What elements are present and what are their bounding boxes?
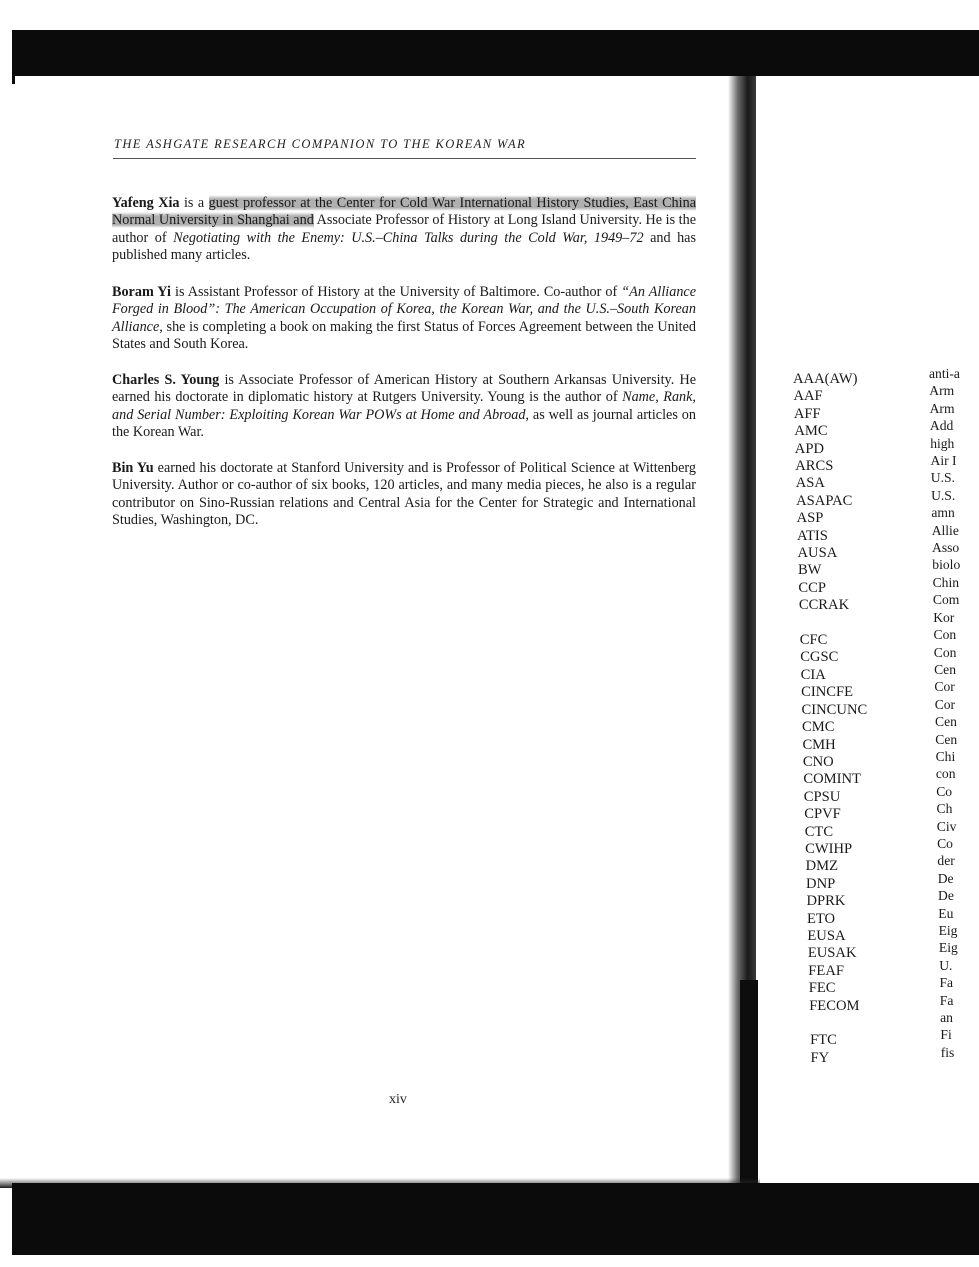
abbreviation-item: ARCS: [795, 458, 834, 475]
definition-item: der: [937, 853, 955, 869]
abbreviation-item: DNP: [806, 875, 836, 892]
abbreviation-item: CIA: [800, 666, 826, 683]
book-title: Name, Rank, and Serial Number: Exploiting Korean War POWs at Home and Abroad,: [112, 389, 696, 423]
abbreviation-item: FEAF: [808, 962, 844, 979]
definition-item: Cen: [935, 731, 958, 747]
abbreviation-spacer: [793, 615, 867, 632]
bio-name: Charles S. Young: [112, 372, 220, 388]
abbreviation-item: CCP: [798, 579, 826, 596]
bio-bin-yu: Bin Yu earned his doctorate at Stanford University and is Professor of Political Science at Wittenberg University. Author or co-author of six books, 120 articles, and many media pieces, he also is a regular contributor on Sino-Russian relations and Central Asia for the Center for Strategic and International Studies, Washington, DC.: [112, 460, 696, 529]
definition-item: Asso: [932, 540, 960, 556]
abbreviation-item: CWIHP: [805, 840, 853, 857]
scan-dark-band-bottom: [12, 1183, 979, 1255]
definition-item: Con: [933, 644, 957, 660]
abbreviation-item: FY: [810, 1049, 830, 1066]
definition-item: Fa: [939, 975, 954, 991]
definition-item: anti-a: [929, 366, 960, 381]
abbreviation-item: ASAPAC: [796, 492, 853, 509]
definition-item: Allie: [931, 522, 959, 538]
bio-boram-yi: Boram Yi is Assistant Professor of History at the University of Baltimore. Co-author of “An Alliance Forged in Blood”: The American Occupation of Korea, the Korean War, and the U.S.–South Korean Alliance, she is completing a book on making the first Status of Forces Agreement between the United States and South Korea.: [112, 284, 697, 353]
abbreviation-item: DMZ: [805, 858, 839, 875]
bio-name: Bin Yu: [112, 460, 154, 476]
abbreviation-item: AAA(AW): [793, 371, 858, 387]
definition-item: Cen: [934, 661, 956, 677]
bio-charles-young: Charles S. Young is Associate Professor of American History at Southern Arkansas University. He earned his doctorate in diplomatic history at Rutgers University. Young is the author of Name, Rank, and Serial Number: Exploiting Korean War POWs at Home and Abroad, as well as journal articles on the Korean War.: [112, 372, 696, 441]
book-spine-lower: [740, 980, 758, 1183]
abbreviation-item: CFC: [799, 632, 828, 649]
definition-item: Chin: [932, 574, 960, 590]
definition-item: Cor: [934, 679, 955, 695]
definition-item: Ch: [936, 801, 953, 817]
abbreviation-item: AFF: [793, 405, 821, 422]
page-number: xiv: [389, 1092, 407, 1107]
abbreviation-item: CNO: [802, 753, 834, 770]
definition-item: U.S.: [931, 487, 956, 503]
definition-item: con: [935, 766, 956, 782]
abbreviation-item: FEC: [808, 980, 836, 997]
definition-item: Add: [929, 418, 954, 434]
bio-yafeng-xia: Yafeng Xia is a guest professor at the Center for Cold War International History Studies, East China Normal University in Shanghai and Associate Professor of History at Long Island University. He is the author of Negotiating with the Enemy: U.S.–China Talks during the Cold War, 1949–72 and has published many articles.: [112, 195, 697, 264]
definition-item: Arm: [929, 383, 955, 399]
abbreviation-item: ASP: [796, 510, 824, 527]
scan-dark-band-top: [12, 30, 979, 76]
definition-item: Cen: [935, 714, 957, 730]
abbreviation-item: AMC: [794, 423, 828, 440]
abbreviation-item: COMINT: [803, 771, 861, 788]
abbreviation-item: AAF: [793, 388, 823, 405]
definition-item: De: [938, 888, 954, 904]
definition-item: Kor: [933, 609, 955, 625]
abbreviation-item: ETO: [806, 910, 836, 927]
definition-item: fis: [940, 1044, 955, 1060]
abbreviation-item: CCRAK: [798, 597, 850, 614]
running-head-rule: [113, 158, 696, 159]
definition-item: an: [940, 1010, 953, 1026]
definition-item: Co: [936, 783, 953, 799]
abbreviation-list: [793, 371, 867, 1067]
scan-top-margin: [0, 0, 979, 30]
definition-item: Cor: [934, 696, 956, 712]
abbreviation-item: CINCUNC: [801, 701, 868, 718]
abbreviation-item: APD: [794, 440, 824, 457]
definition-item: Fa: [939, 992, 954, 1008]
definition-item: Con: [933, 627, 957, 643]
definition-item: U.S.: [930, 470, 955, 486]
definition-item: Arm: [929, 400, 955, 416]
abbreviation-spacer: [793, 1015, 867, 1032]
definition-list: [929, 365, 979, 1061]
abbreviation-item: BW: [797, 562, 822, 579]
abbreviation-item: CGSC: [800, 649, 839, 666]
definition-item: Fi: [940, 1027, 952, 1043]
running-head: THE ASHGATE RESEARCH COMPANION TO THE KOREAN WAR: [114, 137, 527, 151]
abbreviation-item: CINCFE: [801, 684, 853, 701]
abbreviation-item: DPRK: [806, 893, 846, 910]
abbreviation-item: FTC: [810, 1032, 837, 1049]
definition-item: Civ: [936, 818, 957, 834]
abbreviation-item: CMC: [802, 719, 835, 736]
abbreviation-item: ATIS: [797, 527, 828, 544]
abbreviation-item: CPSU: [803, 788, 841, 805]
book-title: “An Alliance Forged in Blood”: The American Occupation of Korea, the Korean War, and the U.S.–South Korean Alliance,: [112, 284, 697, 335]
book-title: Negotiating with the Enemy: U.S.–China Talks during the Cold War, 1949–72: [173, 229, 644, 246]
bio-name: Yafeng Xia: [112, 195, 180, 211]
definition-item: Co: [937, 835, 953, 851]
abbreviation-item: CTC: [804, 823, 834, 840]
definition-item: De: [937, 870, 954, 886]
abbreviation-item: CMH: [802, 736, 836, 753]
definition-item: Eig: [938, 923, 958, 938]
definition-item: Eu: [938, 905, 954, 921]
abbreviation-item: ASA: [795, 475, 825, 492]
definition-item: Com: [932, 592, 960, 608]
abbreviation-item: FECOM: [809, 997, 860, 1014]
definition-item: U.: [939, 957, 953, 973]
definition-item: Eig: [938, 940, 958, 956]
abbreviation-item: AUSA: [797, 545, 838, 562]
abbreviation-item: EUSAK: [807, 945, 857, 962]
definition-item: amn: [931, 505, 955, 521]
definition-item: Chi: [935, 748, 956, 764]
highlighted-text: guest professor at the Center for Cold War International History Studies, East China Normal University in Shanghai and: [112, 195, 696, 229]
definition-item: high: [930, 435, 955, 451]
definition-item: biolo: [932, 557, 961, 573]
definition-item: Air I: [930, 453, 957, 469]
abbreviation-item: EUSA: [807, 927, 846, 944]
bio-name: Boram Yi: [112, 284, 171, 300]
abbreviation-item: CPVF: [804, 806, 841, 823]
